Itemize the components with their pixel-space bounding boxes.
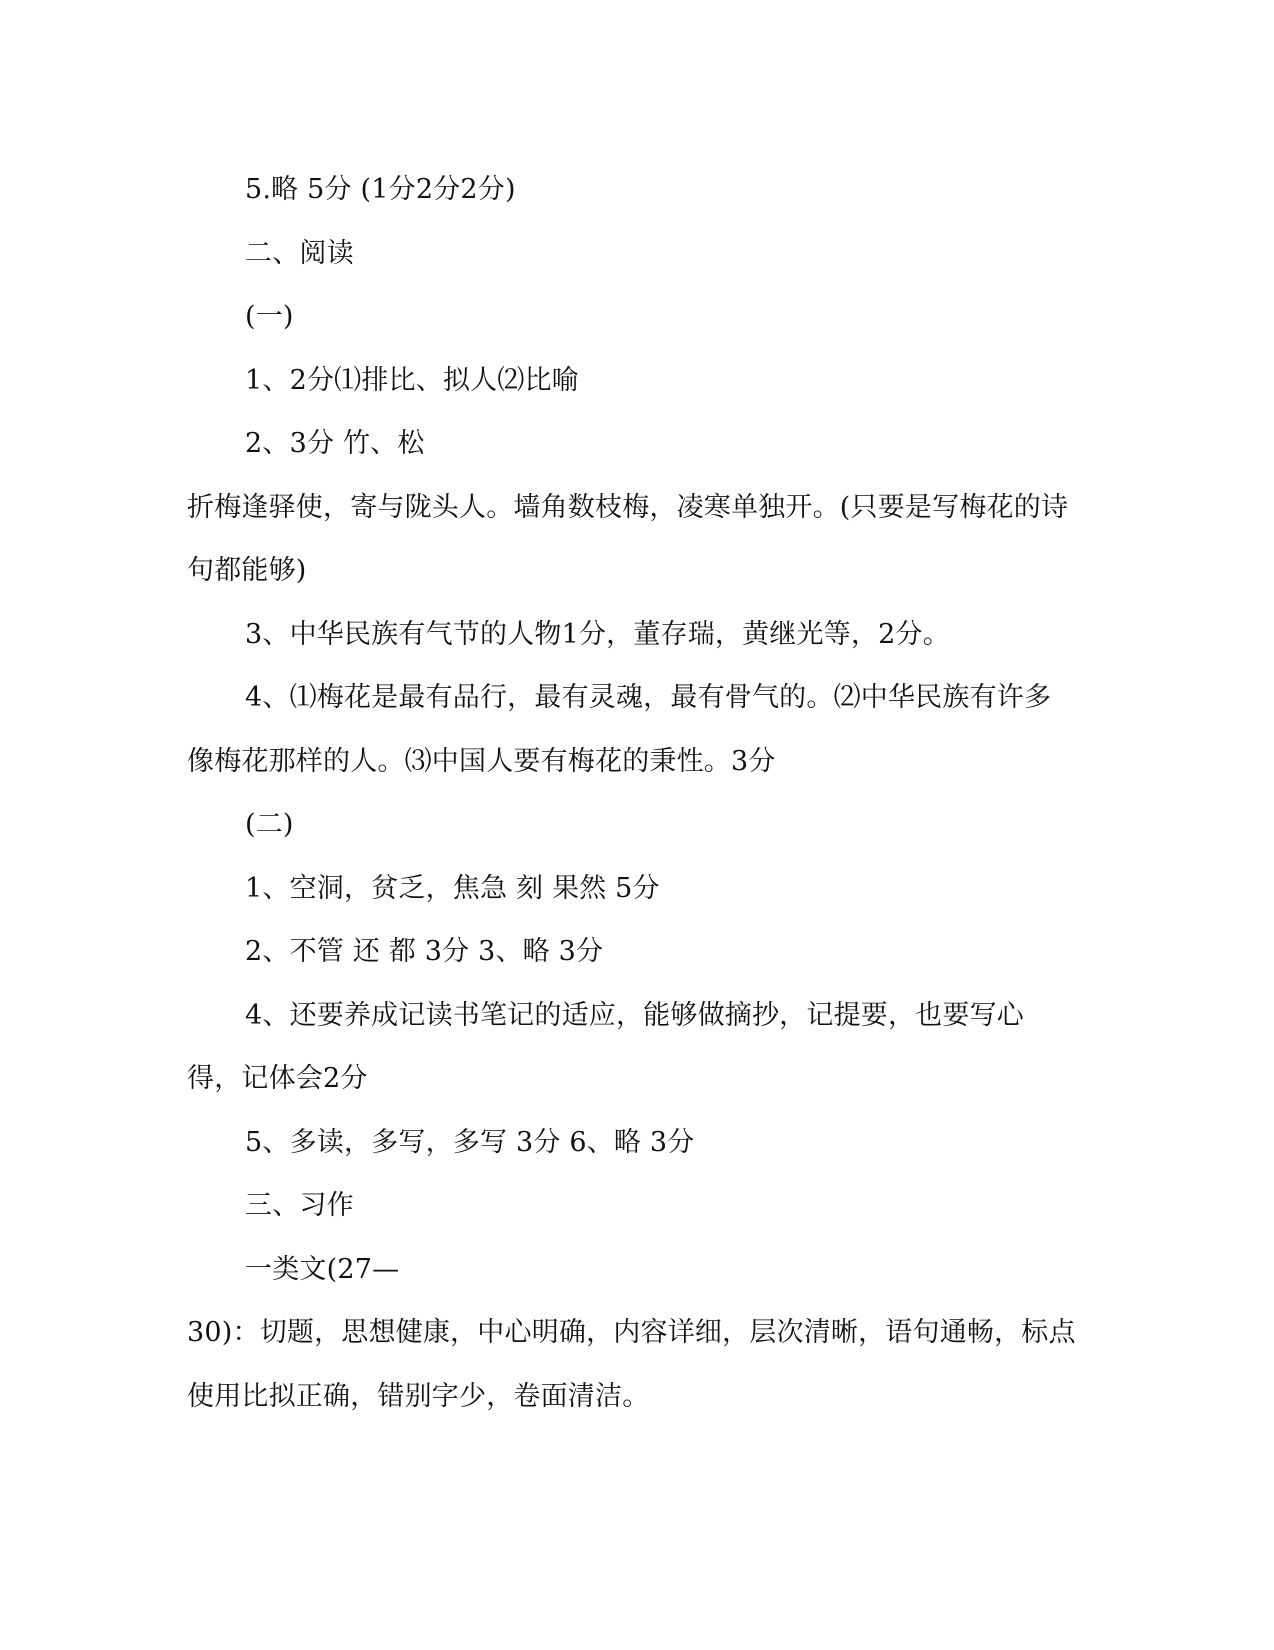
answer-line: 3、中华民族有气节的人物1分，董存瑞，黄继光等，2分。 — [245, 618, 950, 650]
answer-line: 5.略 5分 (1分2分2分) — [245, 174, 516, 205]
answer-paragraph: 4、还要养成记读书笔记的适应，能够做摘抄，记提要，也要写心得，记体会2分 — [187, 999, 1024, 1094]
answer-line: 1、2分⑴排比、拟人⑵比喻 — [245, 364, 579, 396]
answer-line: 1、空洞，贫乏，焦急 刻 果然 5分 — [245, 872, 660, 904]
grading-criteria: 30)：切题，思想健康，中心明确，内容详细，层次清晰，语句通畅，标点使用比拟正确，错别字少，卷面清洁。 — [187, 1317, 1076, 1412]
section-heading-reading: 二、阅读 — [245, 237, 354, 269]
answer-line: 2、不管 还 都 3分 3、略 3分 — [245, 936, 604, 967]
subsection-heading: (一) — [245, 301, 294, 332]
answer-line: 5、多读，多写，多写 3分 6、略 3分 — [245, 1126, 695, 1158]
document-body — [187, 158, 1077, 1428]
answer-line: 2、3分 竹、松 — [245, 428, 425, 459]
section-heading-writing: 三、习作 — [245, 1190, 354, 1221]
grading-category: 一类文(27— — [245, 1253, 400, 1285]
subsection-heading: (二) — [245, 809, 294, 840]
answer-paragraph: 4、⑴梅花是最有品行，最有灵魂，最有骨气的。⑵中华民族有许多像梅花那样的人。⑶中国人要有梅花的秉性。3分 — [187, 682, 1052, 777]
answer-paragraph: 折梅逢驿使，寄与陇头人。墙角数枝梅，凌寒单独开。(只要是写梅花的诗句都能够) — [187, 491, 1069, 586]
